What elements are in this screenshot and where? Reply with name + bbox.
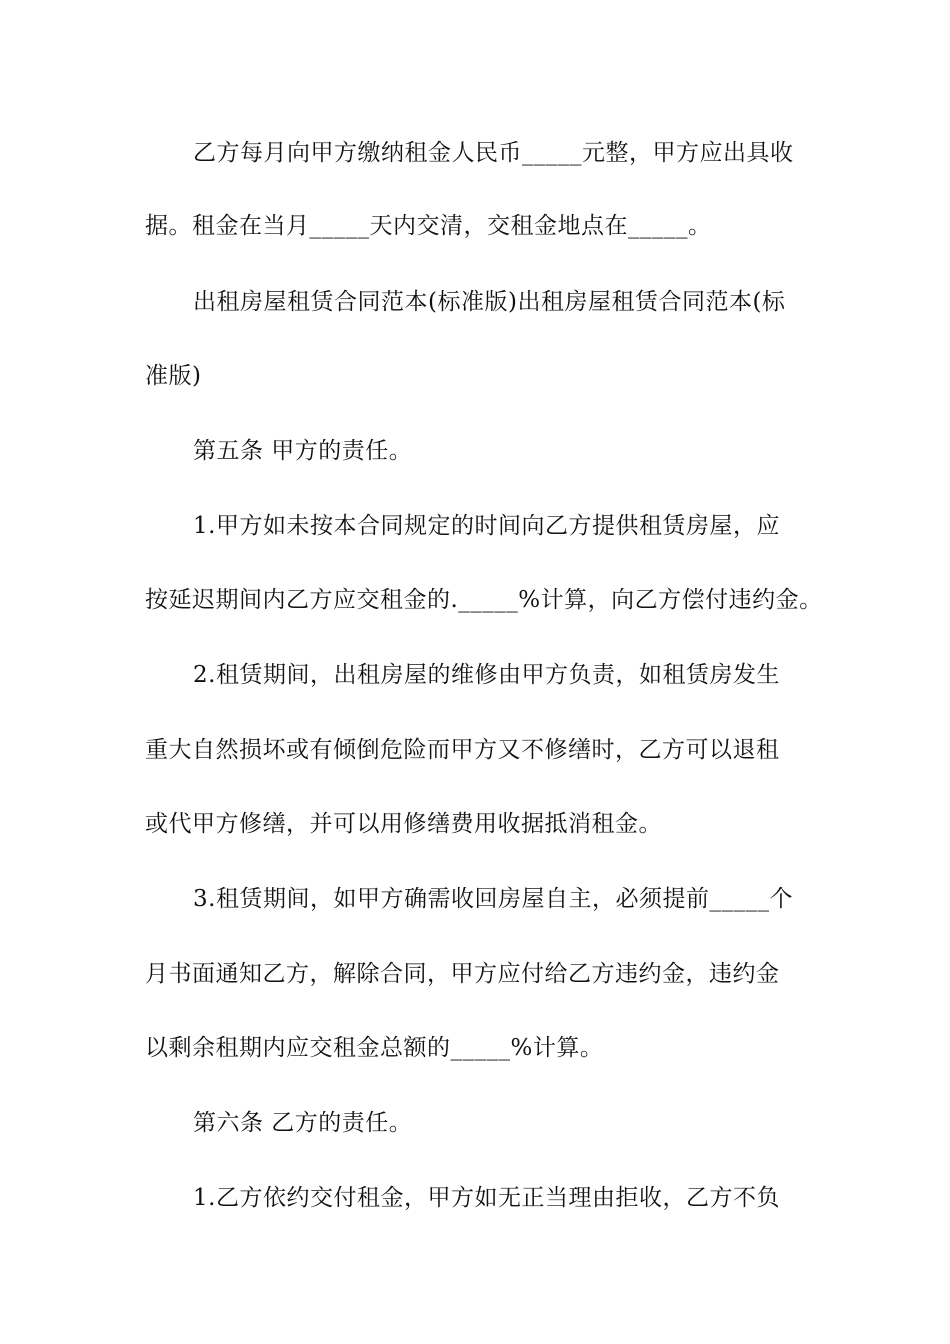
article-5-item-2-line-3: 或代甲方修缮，并可以用修缮费用收据抵消租金。: [145, 811, 662, 837]
article-5-item-1-line-2: 按延迟期间内乙方应交租金的._____%计算，向乙方偿付违约金。: [145, 587, 823, 613]
article-5-item-3-line-2: 月书面通知乙方，解除合同，甲方应付给乙方违约金，违约金: [145, 961, 780, 987]
article-6-heading: 第六条 乙方的责任。: [193, 1110, 413, 1136]
paragraph-title-repeat-line-2: 准版): [145, 363, 202, 389]
paragraph-rent-payment-line-1: 乙方每月向甲方缴纳租金人民币_____元整，甲方应出具收: [193, 140, 794, 166]
article-5-item-3-line-3: 以剩余租期内应交租金总额的_____%计算。: [145, 1035, 604, 1061]
article-6-item-1-line-1: 1.乙方依约交付租金，甲方如无正当理由拒收，乙方不负: [193, 1185, 780, 1211]
article-5-item-2-line-1: 2.租赁期间，出租房屋的维修由甲方负责，如租赁房发生: [193, 662, 780, 688]
paragraph-title-repeat-line-1: 出租房屋租赁合同范本(标准版)出租房屋租赁合同范本(标: [193, 289, 786, 315]
article-5-heading: 第五条 甲方的责任。: [193, 438, 413, 464]
article-5-item-2-line-2: 重大自然损坏或有倾倒危险而甲方又不修缮时，乙方可以退租: [145, 737, 780, 763]
paragraph-rent-payment-line-2: 据。租金在当月_____天内交清，交租金地点在_____。: [145, 213, 712, 239]
article-5-item-3-line-1: 3.租赁期间，如甲方确需收回房屋自主，必须提前_____个: [193, 886, 793, 912]
article-5-item-1-line-1: 1.甲方如未按本合同规定的时间向乙方提供租赁房屋，应: [193, 513, 780, 539]
